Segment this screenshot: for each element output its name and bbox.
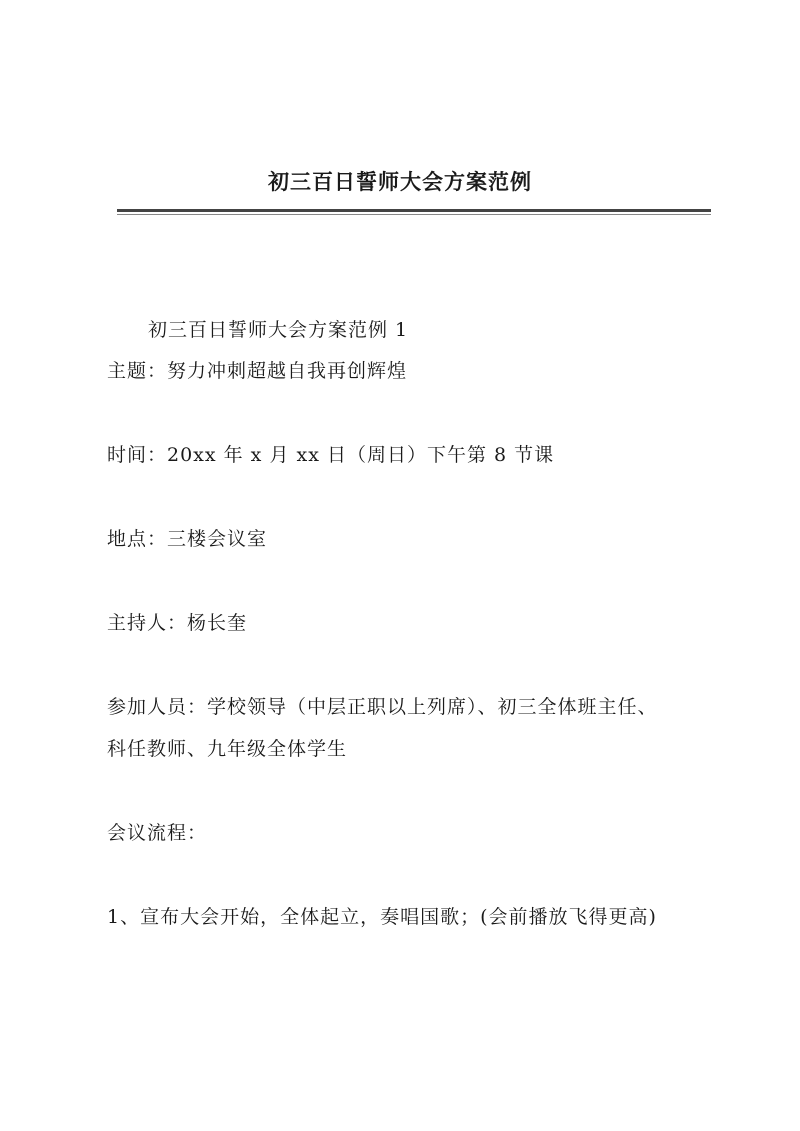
process-heading: 会议流程： [107,822,208,844]
attendees-line-2: 科任教师、九年级全体学生 [107,738,348,760]
title-divider-thin [117,214,711,215]
attendees-line-1: 参加人员：学校领导（中层正职以上列席）、初三全体班主任、 [107,696,658,718]
location-line: 地点：三楼会议室 [107,528,268,550]
host-line: 主持人：杨长奎 [107,612,248,634]
time-line: 时间：20xx 年 x 月 xx 日（周日）下午第 8 节课 [107,444,555,466]
section-subtitle: 初三百日誓师大会方案范例 1 [148,319,409,341]
title-divider [117,209,711,212]
theme-line: 主题：努力冲刺超越自我再创辉煌 [107,360,408,382]
document-title: 初三百日誓师大会方案范例 [268,169,532,194]
process-step-1: 1、宣布大会开始，全体起立，奏唱国歌；(会前播放飞得更高) [107,906,657,928]
